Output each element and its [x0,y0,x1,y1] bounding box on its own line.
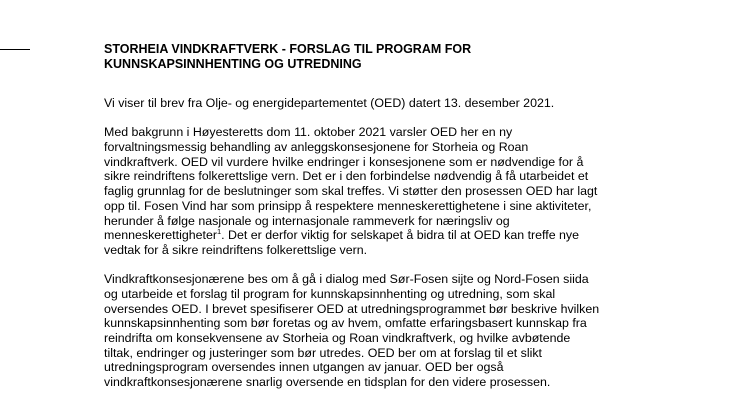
footnote-word: menneskerettigheter [104,228,217,243]
text-line: oversendes OED. I brevet spesifiserer OED at utredningsprogrammet bør beskrive hvilken [104,301,600,316]
paragraph-reference [104,96,704,111]
text-line: Vi viser til brev fra Olje- og energidepartementet (OED) datert 13. desember 2021. [104,96,555,110]
document-body [104,96,704,404]
text-line: faglig grunnlag for de beslutninger som skal treffes. Vi støtter den prosessen OED har lagt [104,184,598,199]
text-line: tiltak, endringer og justeringer som bør utredes. OED ber om at forslag til et slikt [104,345,542,360]
document-title [104,42,664,72]
text-line: vindkraftverk. OED vil vurdere hvilke endringer i konsesjonene som er nødvendige for å [104,154,584,169]
text-line: sikre reindriftens folkerettslige vern. Det er i den forbindelse nødvendig å få utarbeidet et [104,169,589,184]
text-line: vedtak for å sikre reindriftens folkerettslige vern. [104,242,368,257]
paragraph-background [104,125,704,257]
footnote-reference[interactable]: 1 [216,227,222,237]
text-line: forvaltningsmessig behandling av anleggskonsesjonene for Storheia og Roan [104,140,529,154]
title-line: KUNNSKAPSINNHENTING OG UTREDNING [104,57,362,71]
text-line: reindrifta om konsekvensene av Storheia og Roan vindkraftverk, og hvilke avbøtende [104,331,571,346]
text-line: og utarbeide et forslag til program for kunnskapsinnhenting og utredning, som skal [104,286,556,301]
text-line: utredningsprogram oversendes innen utgangen av januar. OED ber også [104,360,504,375]
text-line: opp til. Fosen Vind har som prinsipp å respektere menneskerettighetene i sine aktiviteter, [104,198,592,213]
text-line: herunder å følge nasjonale og internasjonale rammeverk for næringsliv og [104,213,510,228]
text-line: kunnskapsinnhenting som bør foretas og av hvem, omfatte erfaringsbasert kunnskap fra [104,316,587,331]
text-line-with-footnote [104,228,704,243]
text-continuation: . Det er derfor viktig for selskapet å bidra til at OED kan treffe nye [221,228,580,243]
text-line: Med bakgrunn i Høyesteretts dom 11. oktober 2021 varsler OED her en ny [104,125,513,140]
paragraph-request [104,272,704,390]
text-line: Vindkraftkonsesjonærene bes om å gå i dialog med Sør-Fosen sijte og Nord-Fosen siida [104,272,589,287]
margin-rule [0,49,30,50]
title-line: STORHEIA VINDKRAFTVERK - FORSLAG TIL PROGRAM FOR [104,42,472,56]
text-line: vindkraftkonsesjonærene snarlig oversende en tidsplan for den videre prosessen. [104,375,551,390]
